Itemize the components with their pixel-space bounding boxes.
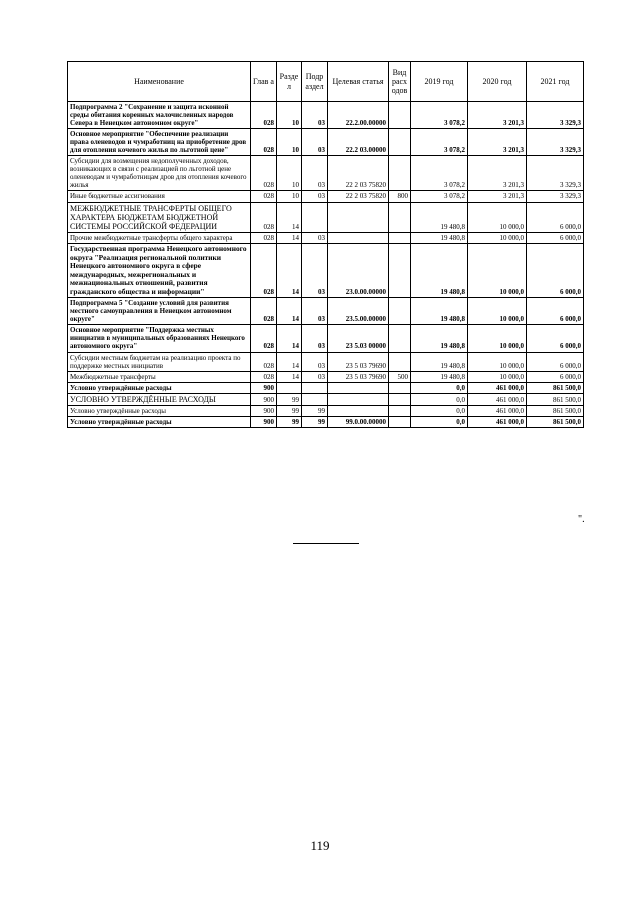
cell-razdel: 14 bbox=[277, 298, 302, 325]
cell-2021: 6 000,0 bbox=[527, 233, 584, 244]
cell-podrazdel bbox=[302, 382, 328, 393]
cell-2019: 19 480,8 bbox=[411, 233, 468, 244]
table-body bbox=[68, 102, 584, 428]
cell-glava: 028 bbox=[251, 298, 277, 325]
cell-razdel: 99 bbox=[277, 416, 302, 427]
table-row bbox=[68, 129, 584, 156]
cell-tselevaya bbox=[328, 393, 389, 405]
cell-tselevaya: 22 2 03 75820 bbox=[328, 191, 389, 202]
cell-vid bbox=[389, 416, 411, 427]
cell-glava: 028 bbox=[251, 244, 277, 298]
cell-name: Прочие межбюджетные трансферты общего характера bbox=[68, 233, 251, 244]
cell-2019: 3 078,2 bbox=[411, 102, 468, 129]
cell-name: Основное мероприятие "Обеспечение реализации права оленеводов и чумработниц на приобретение дров для отопления кочевого жилья по льготной цене" bbox=[68, 129, 251, 156]
cell-tselevaya: 23.0.00.00000 bbox=[328, 244, 389, 298]
table-row bbox=[68, 352, 584, 371]
cell-2020: 461 000,0 bbox=[468, 393, 527, 405]
cell-2020: 10 000,0 bbox=[468, 298, 527, 325]
cell-name: МЕЖБЮДЖЕТНЫЕ ТРАНСФЕРТЫ ОБЩЕГО ХАРАКТЕРА БЮДЖЕТАМ БЮДЖЕТНОЙ СИСТЕМЫ РОССИЙСКОЙ ФЕДЕРАЦИИ bbox=[68, 202, 251, 233]
cell-vid bbox=[389, 393, 411, 405]
budget-table bbox=[67, 61, 584, 428]
cell-2021: 861 500,0 bbox=[527, 405, 584, 416]
cell-vid bbox=[389, 202, 411, 233]
cell-razdel: 14 bbox=[277, 352, 302, 371]
cell-glava: 900 bbox=[251, 382, 277, 393]
cell-razdel: 10 bbox=[277, 129, 302, 156]
cell-name: Основное мероприятие "Поддержка местных инициатив в муниципальных образованиях Ненецкого автономного округа" bbox=[68, 325, 251, 352]
cell-glava: 028 bbox=[251, 202, 277, 233]
cell-razdel: 10 bbox=[277, 191, 302, 202]
cell-2020: 3 201,3 bbox=[468, 156, 527, 191]
cell-2019: 0,0 bbox=[411, 416, 468, 427]
cell-tselevaya bbox=[328, 233, 389, 244]
cell-tselevaya: 99.0.00.00000 bbox=[328, 416, 389, 427]
header-2020: 2020 год bbox=[468, 62, 527, 102]
cell-2019: 0,0 bbox=[411, 382, 468, 393]
cell-vid bbox=[389, 244, 411, 298]
cell-2019: 3 078,2 bbox=[411, 156, 468, 191]
cell-2020: 3 201,3 bbox=[468, 102, 527, 129]
cell-2021: 6 000,0 bbox=[527, 202, 584, 233]
table-row bbox=[68, 233, 584, 244]
cell-name: Подпрограмма 5 "Создание условий для развития местного самоуправления в Ненецком автономном округе" bbox=[68, 298, 251, 325]
cell-name: Государственная программа Ненецкого автономного округа "Реализация региональной политики Ненецкого автономного округа в сфере международных, межрегиональных и межнациональных отношений, развития гражданского общества и информации" bbox=[68, 244, 251, 298]
table-row bbox=[68, 191, 584, 202]
table-row bbox=[68, 393, 584, 405]
header-glava: Глав а bbox=[251, 62, 277, 102]
cell-vid: 500 bbox=[389, 371, 411, 382]
cell-2021: 861 500,0 bbox=[527, 416, 584, 427]
cell-glava: 028 bbox=[251, 233, 277, 244]
header-tselevaya: Целевая статья bbox=[328, 62, 389, 102]
table-row bbox=[68, 156, 584, 191]
cell-2019: 19 480,8 bbox=[411, 244, 468, 298]
table-row bbox=[68, 382, 584, 393]
cell-glava: 028 bbox=[251, 371, 277, 382]
cell-vid bbox=[389, 325, 411, 352]
cell-name: Субсидии для возмещения недополученных доходов, возникающих в связи с реализацией по льготной цене оленеводам и чумработницам дров для отопления кочевого жилья bbox=[68, 156, 251, 191]
separator-line bbox=[293, 543, 359, 544]
cell-2019: 19 480,8 bbox=[411, 325, 468, 352]
cell-podrazdel: 03 bbox=[302, 129, 328, 156]
table-row bbox=[68, 202, 584, 233]
cell-vid bbox=[389, 298, 411, 325]
cell-glava: 900 bbox=[251, 416, 277, 427]
cell-glava: 028 bbox=[251, 191, 277, 202]
table-row bbox=[68, 244, 584, 298]
cell-name: Подпрограмма 2 "Сохранение и защита исконной среды обитания коренных малочисленных народов Севера в Ненецком автономном округе" bbox=[68, 102, 251, 129]
cell-podrazdel: 03 bbox=[302, 298, 328, 325]
cell-tselevaya: 23.5.00.00000 bbox=[328, 298, 389, 325]
cell-razdel: 10 bbox=[277, 102, 302, 129]
cell-podrazdel: 03 bbox=[302, 233, 328, 244]
cell-podrazdel: 03 bbox=[302, 244, 328, 298]
table-row bbox=[68, 298, 584, 325]
header-2021: 2021 год bbox=[527, 62, 584, 102]
cell-glava: 900 bbox=[251, 393, 277, 405]
cell-glava: 028 bbox=[251, 325, 277, 352]
cell-2020: 461 000,0 bbox=[468, 382, 527, 393]
cell-tselevaya bbox=[328, 202, 389, 233]
cell-2021: 3 329,3 bbox=[527, 102, 584, 129]
closing-quote-mark: ". bbox=[578, 514, 585, 525]
cell-razdel: 99 bbox=[277, 405, 302, 416]
cell-glava: 028 bbox=[251, 102, 277, 129]
cell-2021: 6 000,0 bbox=[527, 325, 584, 352]
table-row bbox=[68, 416, 584, 427]
cell-podrazdel: 03 bbox=[302, 156, 328, 191]
cell-2021: 6 000,0 bbox=[527, 371, 584, 382]
cell-2019: 0,0 bbox=[411, 393, 468, 405]
cell-2020: 10 000,0 bbox=[468, 371, 527, 382]
cell-tselevaya: 22 2 03 75820 bbox=[328, 156, 389, 191]
cell-2019: 19 480,8 bbox=[411, 352, 468, 371]
cell-2020: 10 000,0 bbox=[468, 244, 527, 298]
table-row bbox=[68, 102, 584, 129]
cell-razdel: 14 bbox=[277, 371, 302, 382]
cell-2019: 19 480,8 bbox=[411, 298, 468, 325]
cell-glava: 028 bbox=[251, 129, 277, 156]
cell-2019: 19 480,8 bbox=[411, 202, 468, 233]
cell-glava: 028 bbox=[251, 352, 277, 371]
cell-2021: 3 329,3 bbox=[527, 191, 584, 202]
cell-podrazdel bbox=[302, 393, 328, 405]
cell-podrazdel: 03 bbox=[302, 352, 328, 371]
cell-name: Субсидии местным бюджетам на реализацию проекта по поддержке местных инициатив bbox=[68, 352, 251, 371]
cell-name: Условно утверждённые расходы bbox=[68, 416, 251, 427]
cell-2019: 19 480,8 bbox=[411, 371, 468, 382]
cell-podrazdel: 03 bbox=[302, 191, 328, 202]
cell-vid bbox=[389, 102, 411, 129]
cell-razdel: 14 bbox=[277, 233, 302, 244]
cell-2020: 3 201,3 bbox=[468, 191, 527, 202]
cell-vid bbox=[389, 129, 411, 156]
cell-podrazdel: 03 bbox=[302, 102, 328, 129]
cell-2020: 10 000,0 bbox=[468, 325, 527, 352]
cell-2020: 461 000,0 bbox=[468, 405, 527, 416]
cell-tselevaya: 23 5 03 79690 bbox=[328, 352, 389, 371]
cell-razdel: 99 bbox=[277, 393, 302, 405]
table-row bbox=[68, 371, 584, 382]
cell-2021: 6 000,0 bbox=[527, 244, 584, 298]
cell-name: Межбюджетные трансферты bbox=[68, 371, 251, 382]
cell-podrazdel: 99 bbox=[302, 416, 328, 427]
cell-razdel: 10 bbox=[277, 156, 302, 191]
page-number: 119 bbox=[310, 838, 330, 853]
cell-2019: 3 078,2 bbox=[411, 129, 468, 156]
cell-vid bbox=[389, 405, 411, 416]
cell-podrazdel bbox=[302, 202, 328, 233]
cell-2021: 3 329,3 bbox=[527, 129, 584, 156]
cell-2019: 0,0 bbox=[411, 405, 468, 416]
cell-2020: 10 000,0 bbox=[468, 202, 527, 233]
cell-tselevaya bbox=[328, 405, 389, 416]
cell-podrazdel: 99 bbox=[302, 405, 328, 416]
cell-2020: 10 000,0 bbox=[468, 233, 527, 244]
cell-podrazdel: 03 bbox=[302, 325, 328, 352]
cell-2020: 461 000,0 bbox=[468, 416, 527, 427]
cell-razdel: 14 bbox=[277, 202, 302, 233]
cell-name: Условно утверждённые расходы bbox=[68, 382, 251, 393]
cell-tselevaya: 23 5 03 79690 bbox=[328, 371, 389, 382]
cell-vid bbox=[389, 352, 411, 371]
header-razdel: Разде л bbox=[277, 62, 302, 102]
cell-glava: 900 bbox=[251, 405, 277, 416]
cell-podrazdel: 03 bbox=[302, 371, 328, 382]
cell-vid bbox=[389, 382, 411, 393]
cell-2021: 861 500,0 bbox=[527, 393, 584, 405]
header-podrazdel: Подр аздел bbox=[302, 62, 328, 102]
cell-tselevaya: 22.2 03.00000 bbox=[328, 129, 389, 156]
cell-vid bbox=[389, 233, 411, 244]
cell-2020: 3 201,3 bbox=[468, 129, 527, 156]
header-name: Наименование bbox=[68, 62, 251, 102]
cell-vid bbox=[389, 156, 411, 191]
cell-tselevaya: 22.2.00.00000 bbox=[328, 102, 389, 129]
cell-2021: 6 000,0 bbox=[527, 352, 584, 371]
cell-2021: 861 500,0 bbox=[527, 382, 584, 393]
cell-2021: 3 329,3 bbox=[527, 156, 584, 191]
cell-razdel: 14 bbox=[277, 325, 302, 352]
cell-tselevaya: 23 5.03 00000 bbox=[328, 325, 389, 352]
table-row bbox=[68, 405, 584, 416]
cell-tselevaya bbox=[328, 382, 389, 393]
cell-2021: 6 000,0 bbox=[527, 298, 584, 325]
cell-vid: 800 bbox=[389, 191, 411, 202]
cell-2019: 3 078,2 bbox=[411, 191, 468, 202]
table-row bbox=[68, 325, 584, 352]
cell-name: УСЛОВНО УТВЕРЖДЁННЫЕ РАСХОДЫ bbox=[68, 393, 251, 405]
header-row bbox=[68, 62, 584, 102]
cell-glava: 028 bbox=[251, 156, 277, 191]
cell-razdel: 14 bbox=[277, 244, 302, 298]
cell-name: Условно утверждённые расходы bbox=[68, 405, 251, 416]
header-vid: Вид расх одов bbox=[389, 62, 411, 102]
cell-razdel bbox=[277, 382, 302, 393]
header-2019: 2019 год bbox=[411, 62, 468, 102]
cell-2020: 10 000,0 bbox=[468, 352, 527, 371]
cell-name: Иные бюджетные ассигнования bbox=[68, 191, 251, 202]
